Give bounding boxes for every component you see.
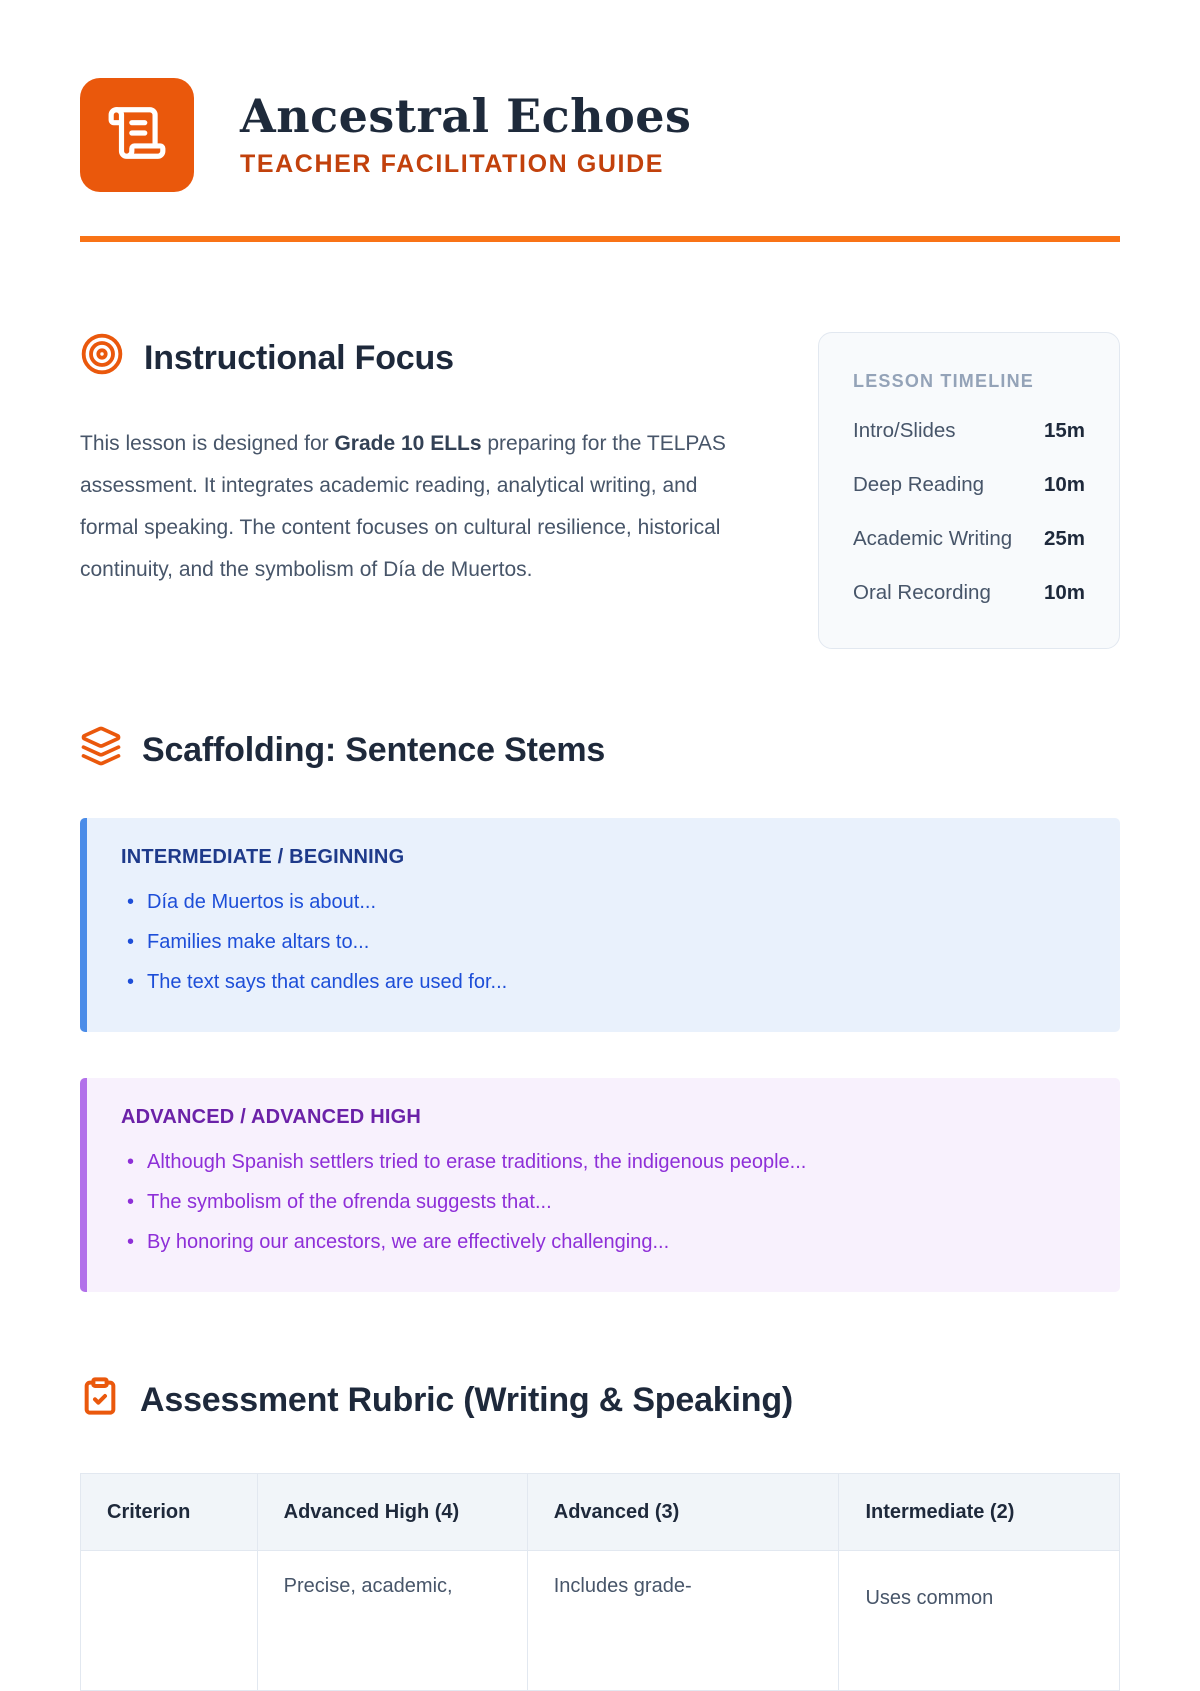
stem-list: [121, 882, 1086, 1002]
document-title: Ancestral Echoes: [240, 88, 692, 143]
rubric-heading: [80, 1376, 1120, 1425]
focus-paragraph-text: This lesson is designed for: [80, 432, 335, 455]
instructional-focus-heading: [80, 332, 762, 385]
stem-item: • The text says that candles are used for...: [121, 962, 1086, 1002]
clipboard-check-icon: [80, 1376, 120, 1425]
scroll-icon: [106, 102, 168, 169]
rubric-col-intermediate: Intermediate (2): [839, 1474, 1120, 1551]
scaffolding-heading: [80, 725, 1120, 776]
stem-item: • Although Spanish settlers tried to erase traditions, the indigenous people...: [121, 1142, 1086, 1182]
stem-box-title: ADVANCED / ADVANCED HIGH: [121, 1106, 421, 1128]
instructional-focus-section: [80, 332, 1120, 649]
timeline-duration: 25m: [1043, 527, 1085, 550]
stem-item: • The symbolism of the ofrenda suggests that...: [121, 1182, 1086, 1222]
target-icon: [80, 332, 124, 385]
scaffolding-heading-label: Scaffolding: Sentence Stems: [142, 731, 606, 769]
timeline-label: Oral Recording: [853, 581, 991, 604]
rubric-cell-text: Precise, academic,: [283, 1575, 453, 1597]
stem-list: [121, 1142, 1086, 1262]
document-subtitle: TEACHER FACILITATION GUIDE: [240, 150, 664, 179]
stem-box-intermediate: [80, 818, 1120, 1032]
timeline-label: Intro/Slides: [853, 419, 956, 442]
logo-badge: [80, 78, 194, 192]
lesson-timeline-heading: LESSON TIMELINE: [853, 371, 1035, 391]
instructional-focus-heading-label: Instructional Focus: [144, 339, 454, 377]
timeline-label: Deep Reading: [853, 473, 985, 496]
rubric-col-advanced-high: Advanced High (4): [257, 1474, 527, 1551]
orange-divider: [80, 236, 1120, 242]
stem-box-title: INTERMEDIATE / BEGINNING: [121, 846, 405, 868]
stem-item: • Día de Muertos is about...: [121, 882, 1086, 922]
rubric-cell: [839, 1551, 1120, 1691]
timeline-label: Academic Writing: [853, 527, 1013, 550]
document-header: [80, 0, 1120, 192]
rubric-header-row: [81, 1474, 1120, 1551]
title-block: [240, 88, 692, 180]
focus-content: [80, 332, 762, 649]
rubric-heading-label: Assessment Rubric (Writing & Speaking): [140, 1381, 794, 1419]
rubric-cell-criterion: [81, 1551, 258, 1691]
timeline-duration: 15m: [1043, 419, 1085, 442]
rubric-col-advanced: Advanced (3): [527, 1474, 839, 1551]
timeline-row: [853, 416, 1085, 446]
focus-paragraph: [80, 423, 745, 591]
timeline-row: [853, 524, 1085, 554]
timeline-duration: 10m: [1043, 581, 1085, 604]
rubric-cell-text: Includes grade-: [553, 1575, 692, 1597]
rubric-cell-text: Uses common: [865, 1587, 994, 1609]
stem-item: • By honoring our ancestors, we are effectively challenging...: [121, 1222, 1086, 1262]
rubric-cell: [527, 1551, 839, 1691]
rubric-table: [80, 1473, 1120, 1691]
timeline-row: [853, 578, 1085, 608]
timeline-row: [853, 470, 1085, 500]
rubric-col-criterion: Criterion: [81, 1474, 258, 1551]
rubric-cell: [257, 1551, 527, 1691]
timeline-duration: 10m: [1043, 473, 1085, 496]
stem-item: • Families make altars to...: [121, 922, 1086, 962]
lesson-timeline-card: [818, 332, 1120, 649]
focus-paragraph-text-after: preparing for the TELPAS assessment. It integrates academic reading, analytical writing, and formal speaking. The content focuses on cultural resilience, historical continuity, and the symbolism of Día de Muertos.: [80, 432, 726, 581]
layers-icon: [80, 725, 122, 776]
focus-paragraph-bold: Grade 10 ELLs: [334, 432, 482, 455]
stem-box-advanced: [80, 1078, 1120, 1292]
table-row: [81, 1551, 1120, 1691]
